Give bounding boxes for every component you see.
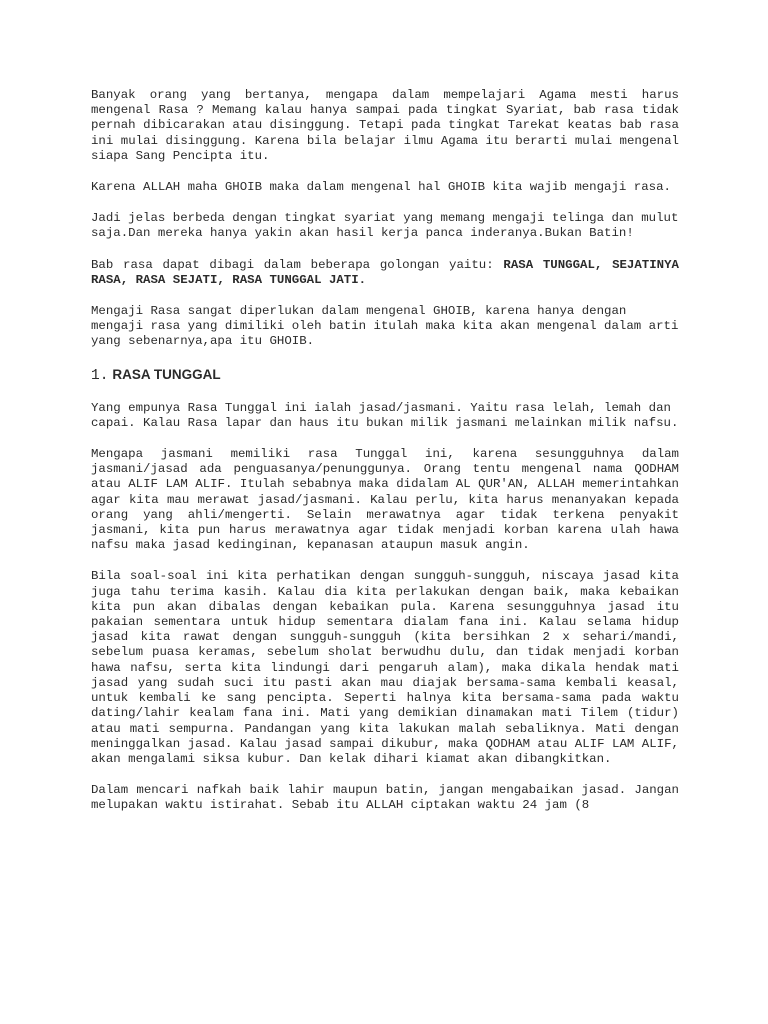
paragraph-syariat: Jadi jelas berbeda dengan tingkat syariat yang memang mengaji telinga dan mulut saja.Dan mereka hanya yakin akan hasil kerja panca inderanya.Bukan Batin! — [91, 211, 679, 241]
paragraph-golongan-bold: RASA TUNGGAL, SEJATINYA RASA, RASA SEJATI, RASA TUNGGAL JATI. — [91, 257, 679, 287]
section-heading-title: RASA TUNGGAL — [112, 366, 221, 382]
paragraph-soal-soal: Bila soal-soal ini kita perhatikan dengan sungguh-sungguh, niscaya jasad kita juga tahu terima kasih. Kalau dia kita perlakukan dengan baik, maka kebaikan kita pun akan dibalas dengan kebaikan pula. Karena sesungguhnya jasad itu pakaian sementara untuk hidup sementara dialam fana ini. Kalau selama hidup jasad kita rawat dengan sungguh-sungguh (kita bersihkan 2 x sehari/mandi, sebelum puasa keramas, sebelum sholat berwudhu dulu, dan tidak menjadi korban hawa nafsu, serta kita lindungi dari pengaruh alam), maka dikala hendak mati jasad yang sudah suci itu pasti akan mau diajak bersama-sama kembali keasal, untuk kembali ke sang pencipta. Seperti halnya kita bersama-sama pada waktu dating/lahir kealam fana ini. Mati yang demikian dinamakan mati Tilem (tidur) atau mati sempurna. Pandangan yang kita lakukan malah sebaliknya. Mati dengan meninggalkan jasad. Kalau jasad sampai dikubur, maka QODHAM atau ALIF LAM ALIF, akan mengalami siksa kubur. Dan kelak dihari kiamat akan dibangkitkan. — [91, 569, 679, 766]
paragraph-rasa-tunggal: Yang empunya Rasa Tunggal ini ialah jasad/jasmani. Yaitu rasa lelah, lemah dan capai. Kalau Rasa lapar dan haus itu bukan milik jasmani melainkan milik nafsu. — [91, 400, 679, 430]
paragraph-golongan — [91, 258, 679, 288]
section-heading-number: 1. — [91, 367, 109, 384]
paragraph-jasmani: Mengapa jasmani memiliki rasa Tunggal ini, karena sesungguhnya dalam jasmani/jasad ada penguasanya/penunggunya. Orang tentu mengenal nama QODHAM atau ALIF LAM ALIF. Itulah sebabnya maka didalam AL QUR'AN, ALLAH memerintahkan agar kita mau merawat jasad/jasmani. Kalau perlu, kita harus menanyakan kepada orang yang ahli/mengerti. Selain merawatnya agar tidak terkena penyakit jasmani, kita pun harus merawatnya agar tidak menjadi korban karena ulah hawa nafsu maka jasad kedinginan, kepanasan ataupun masuk angin. — [91, 447, 679, 553]
paragraph-allah-ghoib: Karena ALLAH maha GHOIB maka dalam mengenal hal GHOIB kita wajib mengaji rasa. — [91, 180, 671, 195]
paragraph-intro: Banyak orang yang bertanya, mengapa dalam mempelajari Agama mesti harus mengenal Rasa ? Memang kalau hanya sampai pada tingkat Syariat, bab rasa tidak pernah dibicarakan atau disinggung. Tetapi pada tingkat Tarekat keatas bab rasa ini mulai disinggung. Karena bila belajar ilmu Agama itu berarti mulai mengenal siapa Sang Pencipta itu. — [91, 88, 679, 163]
document-page — [91, 88, 679, 830]
paragraph-golongan-text: Bab rasa dapat dibagi dalam beberapa golongan yaitu: — [91, 257, 504, 272]
paragraph-nafkah: Dalam mencari nafkah baik lahir maupun batin, jangan mengabaikan jasad. Jangan melupakan waktu istirahat. Sebab itu ALLAH ciptakan waktu 24 jam (8 — [91, 783, 679, 813]
section-heading — [91, 366, 679, 385]
paragraph-mengaji-rasa: Mengaji Rasa sangat diperlukan dalam mengenal GHOIB, karena hanya dengan mengaji rasa yang dimiliki oleh batin itulah maka kita akan mengenal dalam arti yang sebenarnya,apa itu GHOIB. — [91, 304, 679, 349]
